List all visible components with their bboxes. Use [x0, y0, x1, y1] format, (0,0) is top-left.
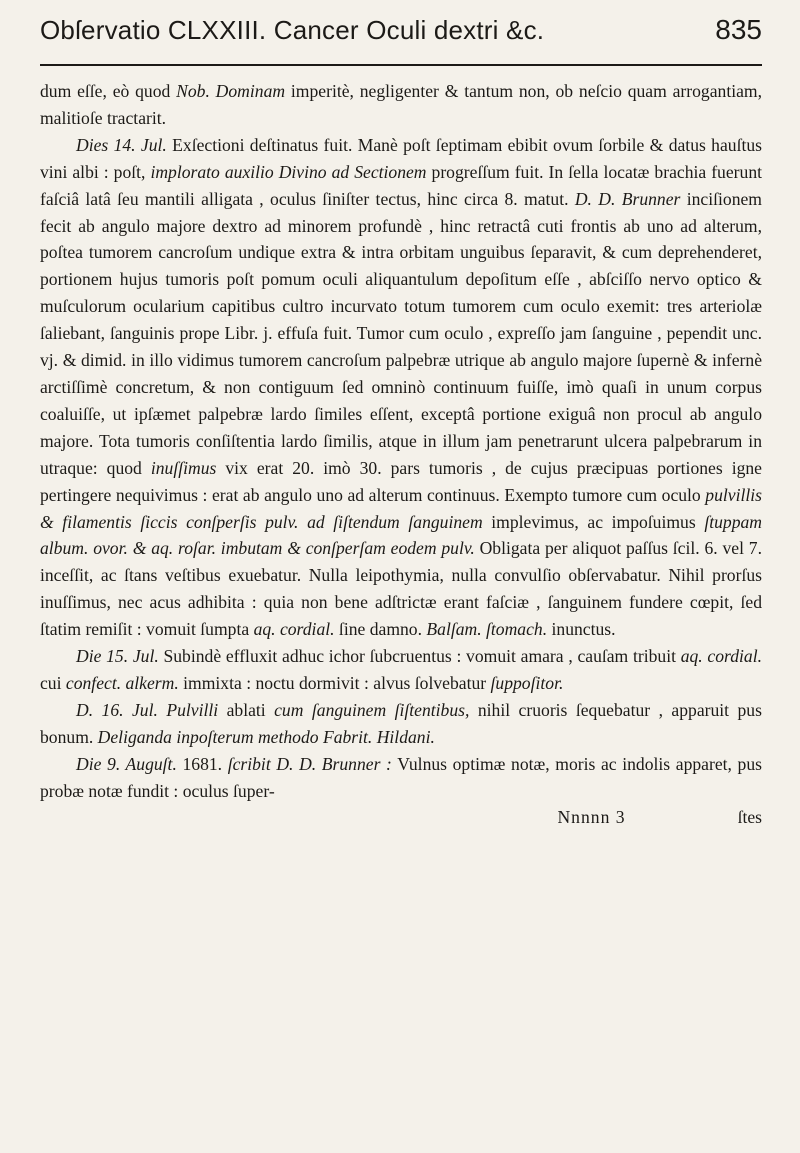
italic-run: Balſam. ſtomach. [426, 619, 548, 640]
italic-run: ſcribit D. D. Brunner : [227, 753, 392, 774]
text-run: immixta : noctu dormivit : alvus ſolvebatur [178, 672, 491, 693]
text-run: cui [40, 672, 66, 693]
page-footer [40, 804, 762, 830]
header-rule [40, 64, 762, 66]
paragraph [40, 751, 762, 805]
text-run: progreſſum fuit. In ſella locatæ brachia fuerunt faſciâ latâ ſeu mantili alligata , oculus ſiniſter tectus, hinc circa 8. matut. [40, 161, 762, 209]
signature-mark: Nnnnn 3 [557, 807, 626, 828]
paragraph [40, 132, 762, 643]
text-run: ablati [218, 699, 275, 720]
paragraph [40, 643, 762, 697]
text-run: inciſionem fecit ab angulo majore dextro ad minorem profundè , hinc retractâ cuti frontis ab uno ad alterum, poſtea tumorem cancroſum undique extra & intra orbitam unguibus ſeparavit, & cum deprehenderet, portionem hujus tumoris poſt pomum oculi aliquantulum depoſitum eſſe , abſciſſo nervo optico & muſculorum ocularium capitibus cultro incurvato totum tumorem cum oculo exemit: tres arteriolæ ſaliebant, ſanguinis prope Libr. j. effuſa fuit. Tumor cum oculo , expreſſo jam ſanguine , pependit unc. vj. & dimid. in illo vidimus tumorem cancroſum palpebræ utrique ab angulo majore ſupernè & infernè arctiſſimè concretum, & non contiguum ſed omninò continuum fuiſſe, imò quaſi in unum corpus coaluiſſe, ut ipſæmet palpebræ lardo ſimiles eſſent, exceptâ portione exiguâ non procul ab angulo majore. Tota tumoris conſiſtentia lardo ſimilis, atque in illum jam penetrarunt ulcera palpebrarum in utraque: quod [40, 188, 762, 478]
text-run: inunctus. [547, 619, 616, 640]
italic-run: pulvillis & filamentis ſiccis conſperſis pulv. ad ſiſtendum ſanguinem [40, 484, 762, 532]
paragraph [40, 78, 762, 132]
text-run: nihil cruoris ſequebatur , apparuit pus bonum. [40, 699, 762, 747]
body-text [40, 78, 762, 804]
text-run: Subindè effluxit adhuc ichor ſubcruentus : vomuit amara , cauſam tribuit [158, 646, 681, 667]
running-title: Obſervatio CLXXIII. Cancer Oculi dextri &c. [40, 15, 545, 45]
italic-run: confect. alkerm. [65, 672, 179, 693]
italic-run: ſuppoſitor. [490, 672, 564, 693]
italic-run: ſtuppam album. ovor. & aq. roſar. imbutam & conſperſam eodem pulv. [40, 511, 762, 559]
italic-run: cum ſanguinem ſiſtentibus, [274, 699, 470, 720]
italic-run: D. 16. Jul. Pulvilli [76, 699, 219, 720]
italic-run: Dies 14. Jul. [76, 134, 167, 155]
italic-run: inuſſimus [150, 457, 217, 478]
italic-run: Die 15. Jul. [76, 646, 159, 667]
italic-run: implorato auxilio Divino ad Sectionem [150, 161, 427, 182]
italic-run: Deliganda inpoſterum methodo Fabrit. Hildani. [97, 726, 435, 747]
text-run: Obligata per aliquot paſſus ſcil. 6. vel 7. inceſſit, ac ſtans veſtibus exuebatur. Nulla leipothymia, nulla convulſio obſervabatur. Nihil prorſus inuſſimus, nec acus adhibita : quia non bene adſtrictæ erant faſciæ , ſanguinem fundere cœpit, ſed ſtatim remiſit : vomuit ſumpta [40, 538, 762, 640]
text-run: implevimus, ac impoſuimus [482, 511, 705, 532]
text-run: ſine damno. [334, 619, 427, 640]
text-run: 1681. [176, 753, 228, 774]
text-run: imperitè, negligenter & tantum non, ob neſcio quam arrogantiam, malitioſe tractarit. [40, 81, 762, 128]
paragraph [40, 697, 762, 751]
text-run: Vulnus optimæ notæ, moris ac indolis apparet, pus probæ notæ fundit : oculus ſuper- [40, 753, 762, 801]
catchword: ſtes [737, 807, 762, 828]
text-run: dum eſſe, eò quod [40, 81, 177, 101]
italic-run: aq. cordial. [253, 619, 335, 640]
page-number: 835 [715, 14, 762, 45]
page-header [40, 0, 762, 64]
text-run: Exſectioni deſtinatus fuit. Manè poſt ſeptimam ebibit ovum ſorbile & datus hauſtus vini albi : poſt, [40, 134, 762, 182]
italic-run: D. D. Brunner [574, 188, 681, 209]
text-run: vix erat 20. imò 30. pars tumoris , de cujus præcipuas portiones igne pertingere nequivimus : erat ab angulo uno ad alterum continuus. Exempto tumore cum oculo [40, 457, 762, 505]
italic-run: aq. cordial. [680, 646, 762, 667]
italic-run: Die 9. Auguſt. [76, 753, 177, 774]
italic-run: Nob. Dominam [176, 81, 286, 101]
